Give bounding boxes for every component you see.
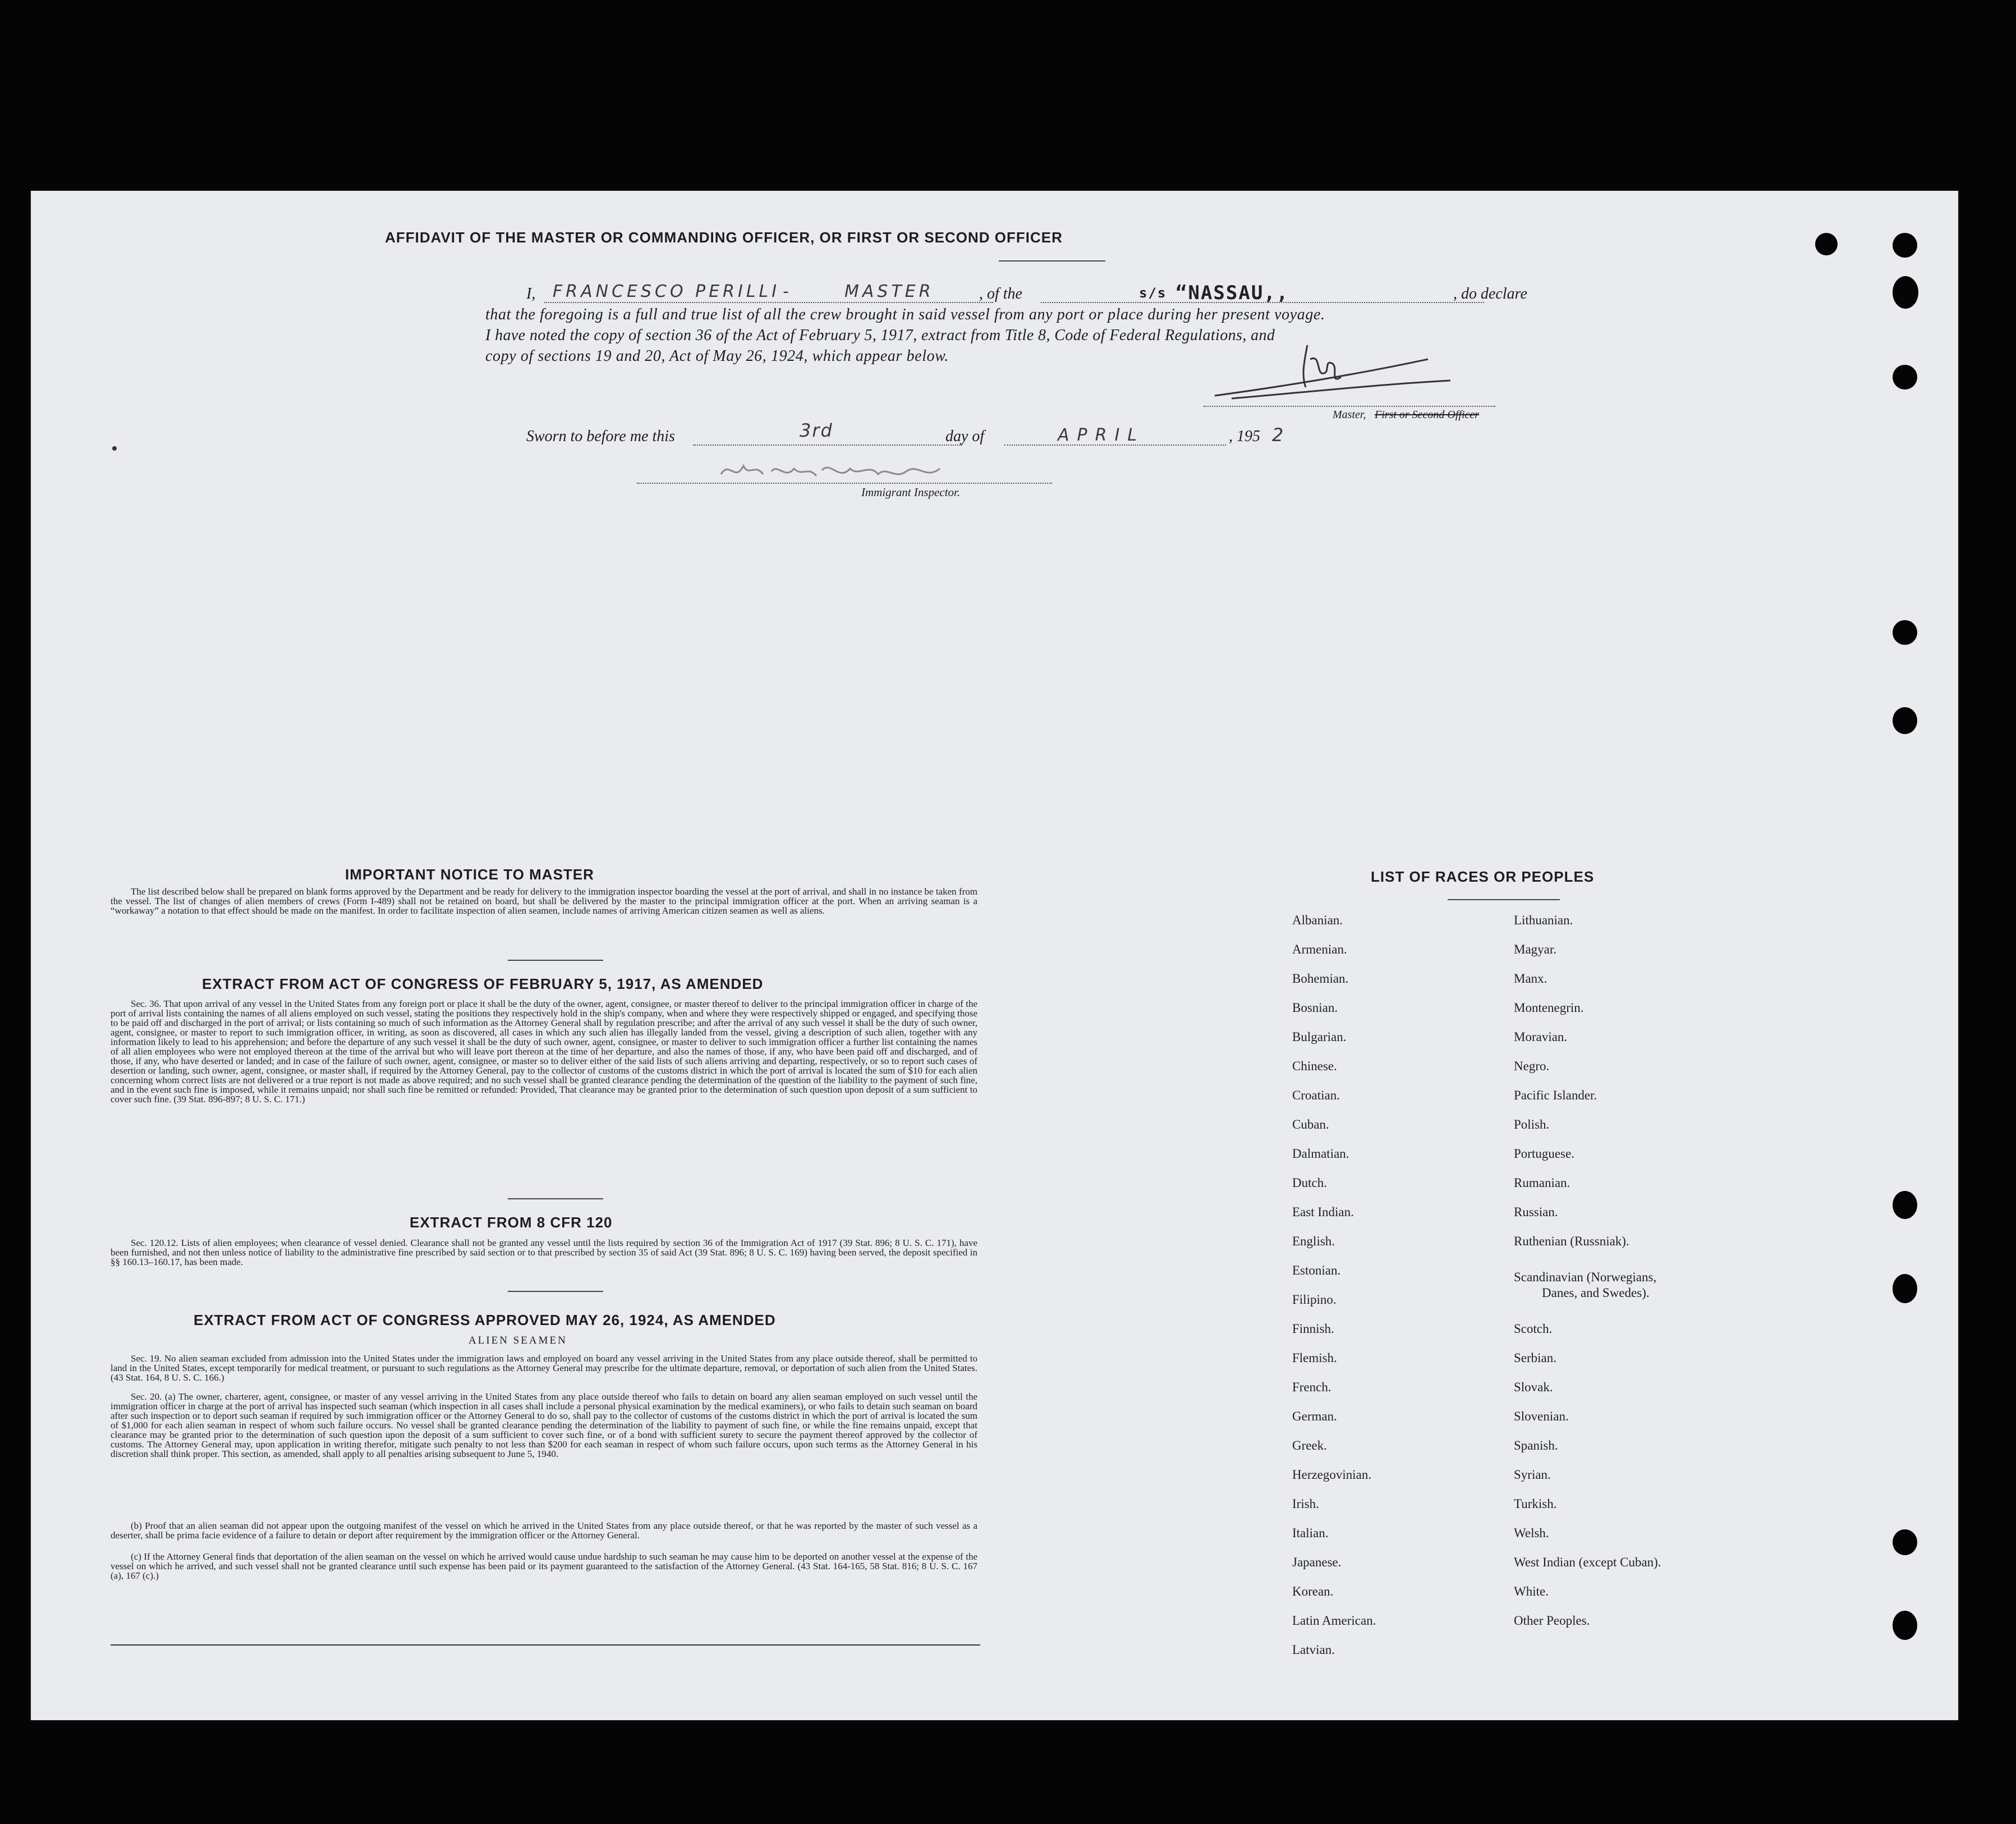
race-item: Albanian. — [1292, 913, 1343, 927]
race-item: Turkish. — [1514, 1497, 1557, 1511]
sec-20b-text: (b) Proof that an alien seaman did not appear upon the outgoing manifest of the vessel on which he arrived in the United States from any place outside thereof, or that he was reported by the master of such vessel as a deserter, shall be prima facie evidence of a failure to detain or deport after requirement by the immigration officer or the Attorney General. — [111, 1520, 977, 1541]
master-signature-line — [1204, 406, 1495, 407]
race-item: Other Peoples. — [1514, 1614, 1590, 1628]
extract-cfr-title: EXTRACT FROM 8 CFR 120 — [410, 1214, 613, 1231]
alien-seamen-subtitle: ALIEN SEAMEN — [469, 1335, 567, 1346]
affidavit-line-2: that the foregoing is a full and true list of all the crew brought in said vessel from any port or place during her present voyage. — [485, 306, 1325, 323]
affidavit-pronoun: I, — [526, 285, 536, 303]
extract-1917-title: EXTRACT FROM ACT OF CONGRESS OF FEBRUARY 5, 1917, AS AMENDED — [202, 975, 764, 992]
sworn-day-underline — [693, 444, 962, 446]
race-item: Dalmatian. — [1292, 1147, 1349, 1161]
race-item: Scandinavian (Norwegians, — [1514, 1270, 1657, 1284]
declarant-rank: MASTER — [844, 282, 934, 301]
race-item-continuation: Danes, and Swedes). — [1542, 1286, 1650, 1300]
notice-divider — [508, 960, 603, 961]
race-item: Russian. — [1514, 1205, 1558, 1219]
inspector-signature-line — [637, 483, 1052, 484]
race-item: Dutch. — [1292, 1176, 1327, 1190]
sec-19-text: Sec. 19. No alien seaman excluded from admission into the United States under the immigration laws and employed on board any vessel arriving in the United States from any place outside thereof, shall be permitted to land in the United States, except temporarily for medical treatment, or pursuant to such regulations as the Attorney General may prescribe for the ultimate departure, removal, or deportation of such alien from the United States. (43 Stat. 164, 8 U. S. C. 166.) — [111, 1353, 977, 1383]
affidavit-line-4: copy of sections 19 and 20, Act of May 26, 1924, which appear below. — [485, 347, 949, 365]
master-caption: Master, — [1333, 409, 1366, 421]
race-item: West Indian (except Cuban). — [1514, 1555, 1661, 1569]
race-item: Serbian. — [1514, 1351, 1557, 1365]
race-item: Slovenian. — [1514, 1409, 1569, 1423]
race-item: German. — [1292, 1409, 1337, 1423]
race-item: Estonian. — [1292, 1263, 1341, 1277]
race-item: Croatian. — [1292, 1088, 1340, 1102]
race-item: Flemish. — [1292, 1351, 1337, 1365]
race-item: Portuguese. — [1514, 1147, 1574, 1161]
race-item: Greek. — [1292, 1438, 1327, 1452]
do-declare-label: , do declare — [1453, 285, 1527, 303]
bottom-rule — [111, 1644, 980, 1646]
form-sheet — [31, 191, 1958, 1720]
race-item: Chinese. — [1292, 1059, 1337, 1073]
sworn-month: APRIL — [1058, 425, 1145, 445]
notice-title: IMPORTANT NOTICE TO MASTER — [345, 866, 594, 883]
declarant-name: FRANCESCO PERILLI — [553, 282, 780, 301]
race-item: Manx. — [1514, 971, 1547, 986]
punch-hole — [1893, 1611, 1917, 1640]
race-item: Japanese. — [1292, 1555, 1342, 1569]
ink-speck — [112, 446, 117, 451]
punch-hole — [1893, 620, 1917, 645]
officer-caption-struck: First or Second Officer — [1375, 409, 1480, 421]
race-item: Polish. — [1514, 1117, 1550, 1131]
sec-20c-text: (c) If the Attorney General finds that deportation of the alien seaman on the vessel on which he arrived would cause undue hardship to such seaman he may cause him to be deported on another vessel at the expense of the vessel on which he arrived, and such vessel shall not be granted clearance until such expense has been paid or its payment guaranteed to the satisfaction of the Attorney General. (43 Stat. 164-165, 58 Stat. 816; 8 U. S. C. 167 (a), 167 (c).) — [111, 1551, 977, 1581]
race-item: Armenian. — [1292, 942, 1347, 956]
extract-cfr-text: Sec. 120.12. Lists of alien employees; when clearance of vessel denied. Clearance shall not be granted any vessel until the lists required by section 36 of the Immigration Act of 1917 (39 Stat. 896; 8 U. S. C. 171), have been furnished, and not then unless notice of liability to the administrative fine prescribed by said section or to that prescribed by section 35 of said Act (39 Stat. 896; 8 U. S. C. 169) having been served, the deposit specified in §§ 160.13–160.17, has been made. — [111, 1238, 977, 1267]
punch-hole — [1893, 233, 1917, 258]
extract-cfr-divider — [508, 1291, 603, 1292]
vessel-name: “NASSAU,, — [1175, 282, 1289, 304]
inspector-caption: Immigrant Inspector. — [861, 485, 961, 499]
race-item: Lithuanian. — [1514, 913, 1573, 927]
punch-hole — [1815, 233, 1838, 255]
sworn-day: 3rd — [800, 420, 833, 441]
race-item: Korean. — [1292, 1584, 1334, 1598]
affidavit-line-3: I have noted the copy of section 36 of the Act of February 5, 1917, extract from Title 8, Code of Federal Regulations, and — [485, 327, 1275, 344]
race-item: Finnish. — [1292, 1322, 1334, 1336]
race-item: Pacific Islander. — [1514, 1088, 1597, 1102]
vessel-prefix: s/s — [1139, 285, 1167, 301]
race-item: White. — [1514, 1584, 1549, 1598]
race-item: Bohemian. — [1292, 971, 1349, 986]
punch-hole — [1893, 1529, 1917, 1555]
master-signature — [1209, 342, 1467, 404]
extract-1917-divider — [508, 1198, 603, 1199]
race-item: French. — [1292, 1380, 1331, 1394]
of-the-label: , of the — [979, 285, 1022, 303]
race-item: Herzegovinian. — [1292, 1468, 1372, 1482]
year-digit: 2 — [1272, 424, 1287, 446]
races-divider — [1448, 899, 1560, 900]
punch-hole — [1893, 707, 1917, 734]
race-item: Bulgarian. — [1292, 1030, 1347, 1044]
extract-1917-text: Sec. 36. That upon arrival of any vessel in the United States from any foreign port or place it shall be the duty of the owner, agent, consignee, or master thereof to deliver to the principal immigration officer in charge of the port of arrival lists containing the names of all aliens employed on such vessel, stating the positions they respectively hold in the ship's company, when and where they were respectively shipped or engaged, and specifying those to be paid off and discharged in the port of arrival; or lists containing so much of such information as the Attorney General shall by regulation prescribe; and after the arrival of any such vessel it shall be the duty of such owner, agent, consignee, or master to report to such immigration officer, in writing, as soon as discovered, all cases in which any such alien has illegally landed from the vessel, giving a description of such alien, together with any information likely to lead to his apprehension; and before the departure of any such vessel it shall be the duty of such owner, agent, consignee, or master to deliver to such immigration officer a further list containing the names of all alien employees who were not employed thereon at the time of the arrival but who will leave port thereon at the time of her departure, and also the names of those, if any, who have been paid off and discharged, and of those, if any, who have deserted or landed; and in case of the failure of such owner, agent, consignee, or master so to deliver either of the said lists of such aliens arriving and departing, respectively, or so to report such cases of desertion or landing, such owner, agent, consignee, or master shall, if required by the Attorney General, pay to the collector of customs of the customs district in which the port of arrival is located the sum of $10 for each alien concerning whom correct lists are not delivered or a true report is not made as above required; and no such vessel shall be granted clearance pending the determination of the question of the liability to the payment of such fine, and in the event such fine is imposed, while it remains unpaid; nor shall such fine be remitted or refunded: Provided, That clearance may be granted prior to the determination of such question upon deposit of a sum sufficient to cover such fine. (39 Stat. 896-897; 8 U. S. C. 171.) — [111, 998, 977, 1105]
race-item: Filipino. — [1292, 1293, 1337, 1307]
race-item: Scotch. — [1514, 1322, 1553, 1336]
extract-1924-title: EXTRACT FROM ACT OF CONGRESS APPROVED MAY 26, 1924, AS AMENDED — [194, 1312, 776, 1328]
year-prefix: , 195 — [1229, 428, 1260, 445]
race-item: Latin American. — [1292, 1614, 1376, 1628]
races-title: LIST OF RACES OR PEOPLES — [1371, 868, 1595, 885]
race-item: Syrian. — [1514, 1468, 1551, 1482]
race-item: Montenegrin. — [1514, 1001, 1584, 1015]
race-item: Ruthenian (Russniak). — [1514, 1234, 1629, 1248]
sec-20a-text: Sec. 20. (a) The owner, charterer, agent, consignee, or master of any vessel arriving in the United States from any place outside thereof who fails to detain on board any alien seaman employed on such vessel until the immigration officer in charge at the port of arrival has inspected such seaman (which inspection in all cases shall include a personal physical examination by the medical examiners), or who fails to detain such seaman on board after such inspection or to deport such seaman if required by such immigration officer or the Attorney General to do so, shall pay to the collector of customs of the customs district in which the port of arrival is located the sum of $1,000 for each alien seaman in respect of whom such failure occurs. No vessel shall be granted clearance pending the determination of the liability to payment of such fine, or while the fine remains unpaid, except that clearance may be granted prior to the determination of such question upon the deposit of a sum sufficient to cover such fine, or of a bond with sufficient surety to secure the payment thereof approved by the collector of customs. The Attorney General may, upon application in writing therefor, mitigate such penalty to not less than $200 for each seaman in respect of whom such failure occurs, upon such terms as the Attorney General in his discretion shall think proper. This section, as amended, shall apply to all penalties arising subsequent to June 5, 1940. — [111, 1391, 977, 1459]
sworn-label: Sworn to before me this — [526, 428, 675, 445]
race-item: Slovak. — [1514, 1380, 1553, 1394]
title-divider — [999, 260, 1105, 262]
punch-hole — [1893, 1191, 1917, 1219]
day-of-label: day of — [945, 428, 985, 445]
race-item: Rumanian. — [1514, 1176, 1570, 1190]
punch-hole — [1893, 365, 1917, 389]
race-item: Cuban. — [1292, 1117, 1329, 1131]
affidavit-title: AFFIDAVIT OF THE MASTER OR COMMANDING OFFICER, OR FIRST OR SECOND OFFICER — [385, 229, 1063, 246]
punch-hole — [1893, 276, 1918, 309]
declarant-underline — [544, 302, 993, 303]
race-item: Latvian. — [1292, 1643, 1335, 1657]
race-item: East Indian. — [1292, 1205, 1354, 1219]
punch-hole — [1893, 1274, 1917, 1303]
declarant-dash: - — [783, 282, 792, 301]
notice-text: The list described below shall be prepared on blank forms approved by the Department and be ready for delivery to the immigration inspector boarding the vessel at the port of arrival, and shall in no instance be taken from the vessel. The list of changes of alien members of crews (Form I-489) shall not be retained on board, but shall be delivered by the master to the principal immigration officer at the port. When an arriving seaman is a “workaway” a notation to that effect should be made on the manifest. In order to facilitate inspection of alien seamen, include names of arriving American citizen seamen as well as aliens. — [111, 886, 977, 916]
race-item: Spanish. — [1514, 1438, 1558, 1452]
race-item: Bosnian. — [1292, 1001, 1338, 1015]
race-item: Moravian. — [1514, 1030, 1568, 1044]
race-item: Negro. — [1514, 1059, 1550, 1073]
race-item: Italian. — [1292, 1526, 1329, 1540]
race-item: Irish. — [1292, 1497, 1319, 1511]
race-item: English. — [1292, 1234, 1335, 1248]
race-item: Magyar. — [1514, 942, 1557, 956]
race-item: Welsh. — [1514, 1526, 1549, 1540]
